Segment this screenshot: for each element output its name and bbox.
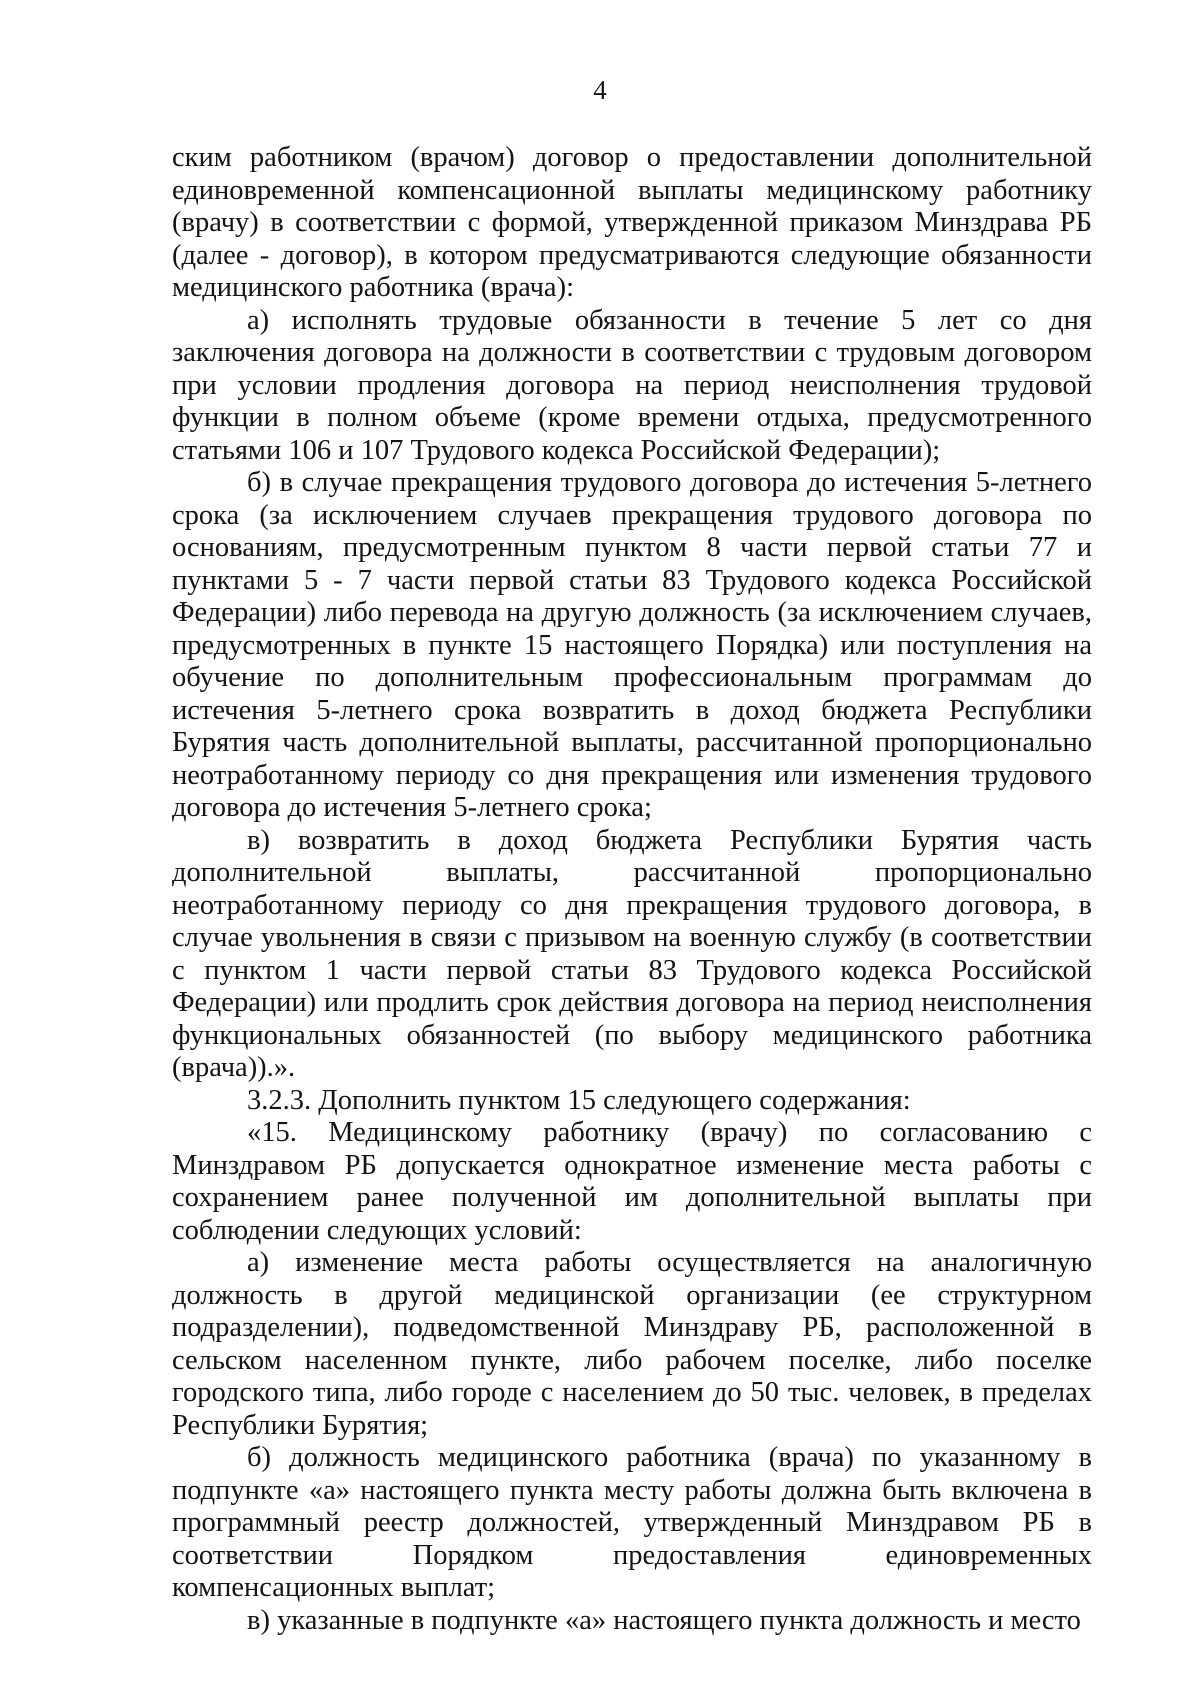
paragraph-item-a: а) исполнять трудовые обязанности в течение 5 лет со дня заключения договора на должности в соответствии с трудовым договором при условии продления договора на период неисполнения трудовой функции в полном объеме (кроме времени отдыха, предусмотренного статьями 106 и 107 Трудового кодекса Российской Федерации); xyxy=(172,304,1092,466)
paragraph-cond-b: б) должность медицинского работника (врача) по указанному в подпункте «а» настоящего пункта месту работы должна быть включена в программный реестр должностей, утвержденный Минздравом РБ в соответствии Порядком предоставления единовременных компенсационных выплат; xyxy=(172,1442,1092,1603)
paragraph-cond-a: а) изменение места работы осуществляется на аналогичную должность в другой медицинской организации (ее структурном подразделении), подведомственной Минздраву РБ, расположенной в сельском населенном пункте, либо рабочем поселке, либо поселке городского типа, либо городе с населением до 50 тыс. человек, в пределах Республики Бурятия; xyxy=(172,1247,1092,1441)
paragraph-cond-v: в) указанные в подпункте «а» настоящего пункта должность и место xyxy=(247,1604,1081,1636)
document-body xyxy=(172,142,1092,1637)
paragraph-item-v: в) возвратить в доход бюджета Республики Бурятия часть дополнительной выплаты, рассчитанной пропорционально неотработанному периоду со дня прекращения трудового договора, в случае увольнения в связи с призывом на военную службу (в соответствии с пунктом 1 части первой статьи 83 Трудового кодекса Российской Федерации) или продлить срок действия договора на период неисполнения функциональных обязанностей (по выбору медицинского работника (врача)).». xyxy=(172,824,1092,1083)
page-number: 4 xyxy=(593,75,607,105)
paragraph-item-b: б) в случае прекращения трудового договора до истечения 5-летнего срока (за исключением случаев прекращения трудового договора по основаниям, предусмотренным пунктом 8 части первой статьи 77 и пунктами 5 - 7 части первой статьи 83 Трудового кодекса Российской Федерации) либо перевода на другую должность (за исключением случаев, предусмотренных в пункте 15 настоящего Порядка) или поступления на обучение по дополнительным профессиональным программам до истечения 5-летнего срока возвратить в доход бюджета Республики Бурятия часть дополнительной выплаты, рассчитанной пропорционально неотработанному периоду со дня прекращения или изменения трудового договора до истечения 5-летнего срока; xyxy=(172,467,1092,823)
paragraph-continuation: ским работником (врачом) договор о предоставлении дополнительной единовременной компенсационной выплаты медицинскому работнику (врачу) в соответствии с формой, утвержденной приказом Минздрава РБ (далее - договор), в котором предусматриваются следующие обязанности медицинского работника (врача): xyxy=(172,142,1092,303)
paragraph-clause-323: 3.2.3. Дополнить пунктом 15 следующего содержания: xyxy=(247,1084,911,1116)
paragraph-clause-15: «15. Медицинскому работнику (врачу) по согласованию с Минздравом РБ допускается однократное изменение места работы с сохранением ранее полученной им дополнительной выплаты при соблюдении следующих условий: xyxy=(172,1117,1092,1246)
